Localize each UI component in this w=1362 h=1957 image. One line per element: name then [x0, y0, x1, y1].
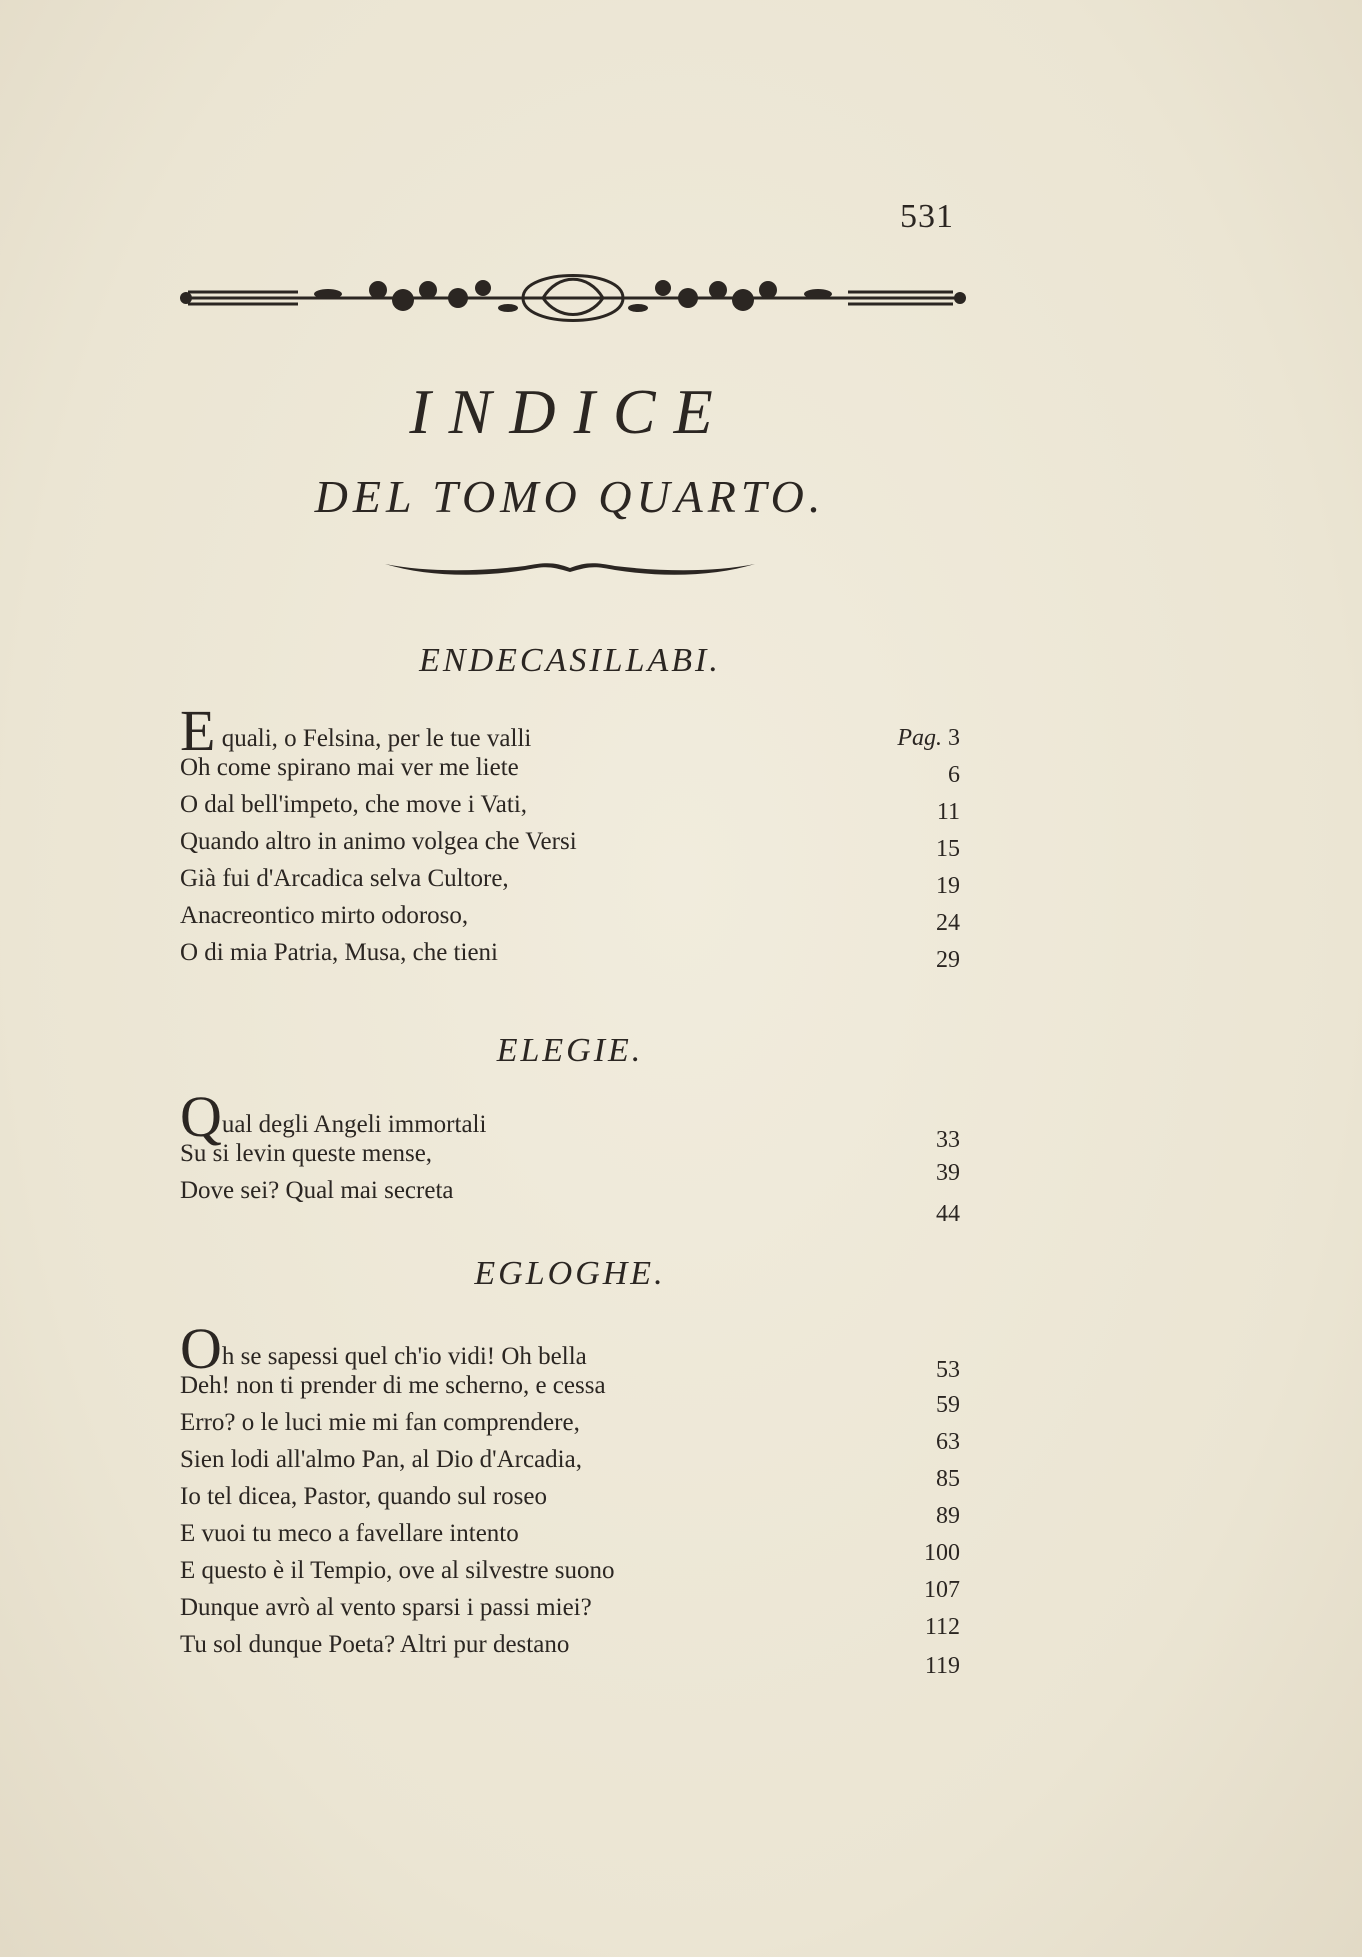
entry-text: Quando altro in animo volgea che Versi	[180, 828, 577, 855]
entry-page: 119	[924, 1653, 960, 1679]
entry-page: 15	[936, 836, 960, 862]
entry-text: ual degli Angeli immortali	[221, 1111, 487, 1138]
entry-page: 11	[936, 799, 960, 825]
index-entry	[180, 786, 960, 823]
index-entry	[180, 1172, 960, 1227]
index-entry	[180, 934, 960, 971]
index-entry	[180, 698, 960, 763]
entry-text: E vuoi tu meco a favellare intento	[180, 1520, 519, 1547]
index-entry	[180, 1404, 960, 1455]
section-heading-elegie: ELEGIE.	[496, 1032, 644, 1069]
entry-page: 39	[936, 1160, 960, 1186]
entry-page: 107	[924, 1577, 960, 1603]
entry-text: Dove sei? Qual mai secreta	[180, 1177, 454, 1204]
entry-page: 44	[936, 1201, 960, 1227]
entry-page: 63	[936, 1429, 960, 1455]
title-rule-icon	[385, 556, 755, 582]
entry-text: O di mia Patria, Musa, che tieni	[180, 939, 498, 966]
entry-page: 33	[936, 1127, 960, 1153]
section-heading-egloghe: EGLOGHE.	[474, 1255, 666, 1292]
entry-page: 3	[948, 725, 960, 751]
entry-page: 59	[936, 1392, 960, 1418]
index-entry	[180, 1478, 960, 1529]
entry-page: 53	[936, 1357, 960, 1383]
index-entry	[180, 823, 960, 860]
index-entry	[180, 1316, 960, 1383]
page-number: 531	[900, 198, 954, 235]
index-entry	[180, 860, 960, 897]
entry-text: Erro? o le luci mie mi fan comprendere,	[180, 1409, 580, 1436]
entry-text: Su si levin queste mense,	[180, 1140, 433, 1167]
entry-page: 89	[936, 1503, 960, 1529]
entry-text: quali, o Felsina, per le tue valli	[215, 725, 532, 752]
entry-text: Anacreontico mirto odoroso,	[180, 902, 469, 929]
entry-text: h se sapessi quel ch'io vidi! Oh bella	[221, 1343, 587, 1370]
entry-page: 6	[948, 762, 960, 788]
page-label: Pag.	[897, 725, 942, 751]
entries-endecasillabi	[180, 698, 960, 973]
entry-text: Oh come spirano mai ver me liete	[180, 754, 519, 781]
page-subtitle: DEL TOMO QUARTO.	[314, 471, 826, 522]
entry-page: 85	[936, 1466, 960, 1492]
entry-text: Dunque avrò al vento sparsi i passi miei?	[180, 1594, 592, 1621]
index-entry	[180, 1135, 960, 1186]
entry-page: 112	[924, 1614, 960, 1640]
entry-text: O dal bell'impeto, che move i Vati,	[180, 791, 528, 818]
entry-text: E questo è il Tempio, ove al silvestre suono	[180, 1557, 615, 1584]
drop-initial: O	[180, 1316, 222, 1381]
entry-page: 100	[924, 1540, 960, 1566]
index-entry	[180, 749, 960, 786]
floral-ornament-icon	[178, 258, 968, 328]
entry-page: 29	[936, 947, 960, 973]
entry-text: Io tel dicea, Pastor, quando sul roseo	[180, 1483, 547, 1510]
index-entry	[180, 1589, 960, 1640]
entry-text: Sien lodi all'almo Pan, al Dio d'Arcadia,	[180, 1446, 582, 1473]
entry-page: 24	[936, 910, 960, 936]
entry-page: 19	[936, 873, 960, 899]
index-entry	[180, 1441, 960, 1492]
drop-initial: E	[180, 698, 216, 763]
entry-text: Già fui d'Arcadica selva Cultore,	[180, 865, 509, 892]
drop-initial: Q	[180, 1084, 222, 1149]
index-entry	[180, 1515, 960, 1566]
section-heading-endecasillabi: ENDECASILLABI.	[419, 642, 721, 679]
entries-elegie	[180, 1084, 960, 1227]
index-entry	[180, 1084, 960, 1153]
page-title: INDICE	[409, 376, 731, 447]
entry-text: Tu sol dunque Poeta? Altri pur destano	[180, 1631, 570, 1658]
index-entry	[180, 897, 960, 934]
entries-egloghe	[180, 1316, 960, 1679]
index-entry	[180, 1552, 960, 1603]
index-entry	[180, 1367, 960, 1418]
index-entry	[180, 1626, 960, 1679]
entry-text: Deh! non ti prender di me scherno, e cessa	[180, 1372, 606, 1399]
